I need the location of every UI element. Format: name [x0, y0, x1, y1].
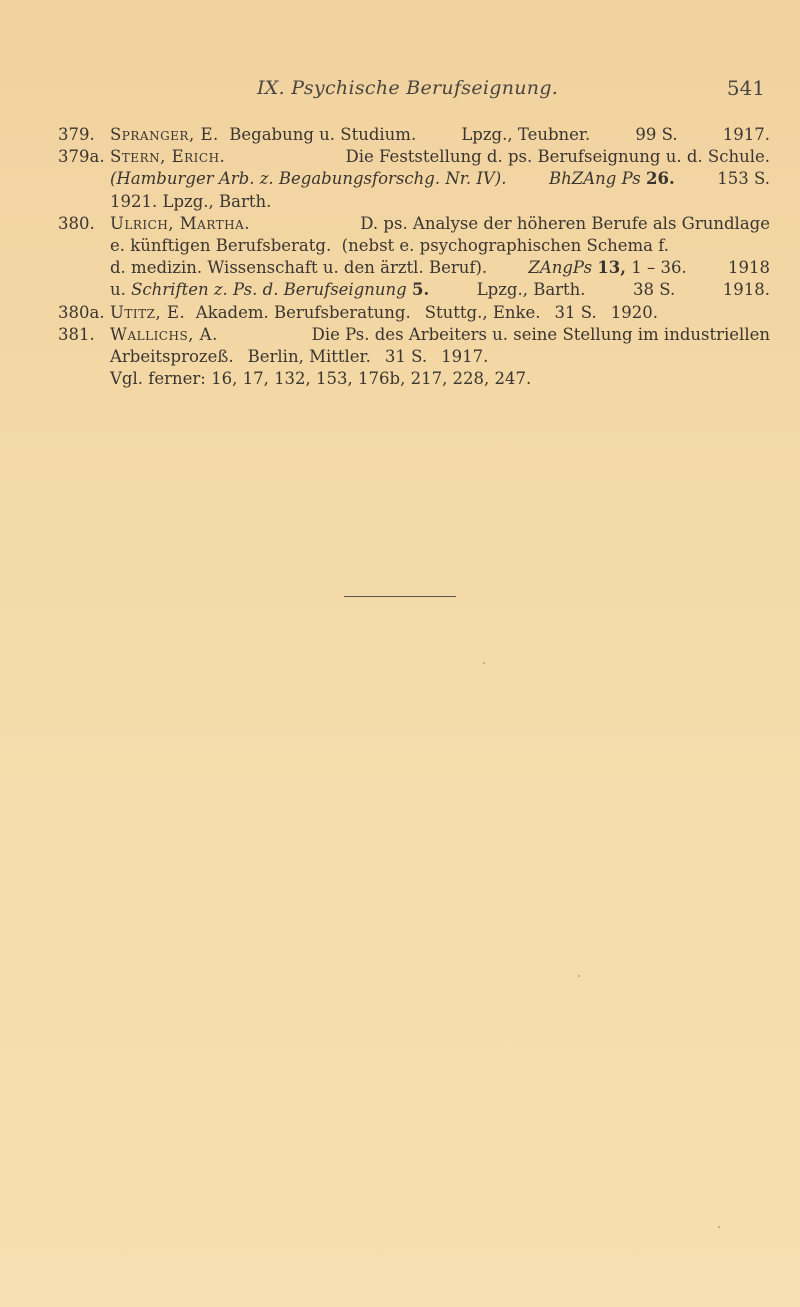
- entry-title-cont: Arbeitsprozeß.: [110, 347, 234, 367]
- entry-journal: ZAngPs: [528, 258, 593, 278]
- cross-reference-list: 16, 17, 132, 153, 176b, 217, 228, 247.: [211, 369, 532, 389]
- entry-conjunction: u.: [110, 280, 126, 300]
- bibliography-entry: [58, 124, 770, 146]
- entry-line: [110, 168, 770, 190]
- entry-title: Akadem. Berufsberatung.: [195, 302, 411, 322]
- entry-volume: 13,: [597, 258, 627, 278]
- paper-speck: [718, 1226, 720, 1228]
- entry-series: Schriften z. Ps. d. Berufseignung: [131, 280, 407, 300]
- entry-author: Wallichs, A.: [110, 324, 218, 344]
- entry-year: 1917.: [441, 347, 489, 367]
- entry-journal: BhZAng Ps: [549, 169, 641, 189]
- entry-pages: 1 – 36.: [631, 258, 687, 278]
- cross-reference: [58, 368, 770, 390]
- entry-number: 380a.: [58, 302, 105, 322]
- paper-speck: [578, 975, 580, 977]
- entry-line: [110, 279, 770, 301]
- entry-line: [110, 324, 770, 346]
- entry-year: 1918: [727, 258, 770, 278]
- entry-author: Spranger, E.: [110, 125, 219, 144]
- entry-number: 381.: [58, 324, 95, 344]
- entry-author: Ulrich, Martha.: [110, 213, 251, 233]
- entry-line: [110, 302, 730, 324]
- entry-line: [110, 124, 770, 146]
- entry-title: Die Ps. des Arbeiters u. seine Stellung im industriellen: [311, 324, 770, 344]
- bibliography-entry: [58, 213, 770, 302]
- entry-year: 1918.: [722, 280, 770, 300]
- entry-publisher: Lpzg., Barth.: [476, 280, 586, 300]
- bibliography-list: [58, 124, 770, 390]
- entry-size: 38 S.: [633, 280, 676, 300]
- entry-size: 31 S.: [554, 302, 597, 322]
- entry-publisher: Lpzg., Teubner.: [461, 125, 591, 144]
- entry-line: 1921. Lpzg., Barth.: [110, 191, 272, 211]
- bibliography-entry: [58, 302, 770, 324]
- entry-year: 1917.: [722, 125, 770, 144]
- entry-publisher: Berlin, Mittler.: [247, 347, 371, 367]
- page-number: 541: [726, 76, 765, 100]
- entry-year: 1920.: [610, 302, 658, 322]
- entry-title-cont: d. medizin. Wissenschaft u. den ärztl. Beruf).: [110, 258, 488, 278]
- running-head: [257, 73, 765, 103]
- entry-line: [110, 346, 570, 368]
- entry-number: 379.: [58, 125, 95, 144]
- entry-size: 99 S.: [635, 125, 678, 144]
- entry-pages: 153 S.: [717, 169, 770, 189]
- entry-series-volume: 5.: [411, 280, 430, 300]
- entry-number: 379a.: [58, 147, 105, 167]
- entry-line: [110, 213, 770, 235]
- entry-title: Die Feststellung d. ps. Berufseignung u. d. Schule.: [345, 147, 770, 167]
- chapter-title: IX. Psychische Berufseignung.: [257, 77, 559, 99]
- bibliography-entry: [58, 146, 770, 213]
- cross-reference-label: Vgl. ferner:: [110, 369, 206, 389]
- entry-number: 380.: [58, 213, 95, 233]
- entry-publisher: Stuttg., Enke.: [424, 302, 541, 322]
- entry-line: [110, 146, 770, 168]
- section-end-rule: [344, 596, 456, 597]
- entry-author: Utitz, E.: [110, 302, 186, 322]
- entry-author: Stern, Erich.: [110, 147, 226, 167]
- entry-line: [110, 257, 770, 279]
- bibliography-entry: [58, 324, 770, 368]
- entry-title: D. ps. Analyse der höheren Berufe als Grundlage: [360, 213, 770, 233]
- entry-title: Begabung u. Studium.: [229, 125, 417, 144]
- entry-size: 31 S.: [384, 347, 428, 367]
- entry-volume: 26.: [645, 169, 675, 189]
- entry-line: e. künftigen Berufsberatg. (nebst e. psychographischen Schema f.: [110, 236, 669, 256]
- entry-series: (Hamburger Arb. z. Begabungsforschg. Nr. IV).: [110, 169, 507, 189]
- paper-speck: [483, 662, 485, 664]
